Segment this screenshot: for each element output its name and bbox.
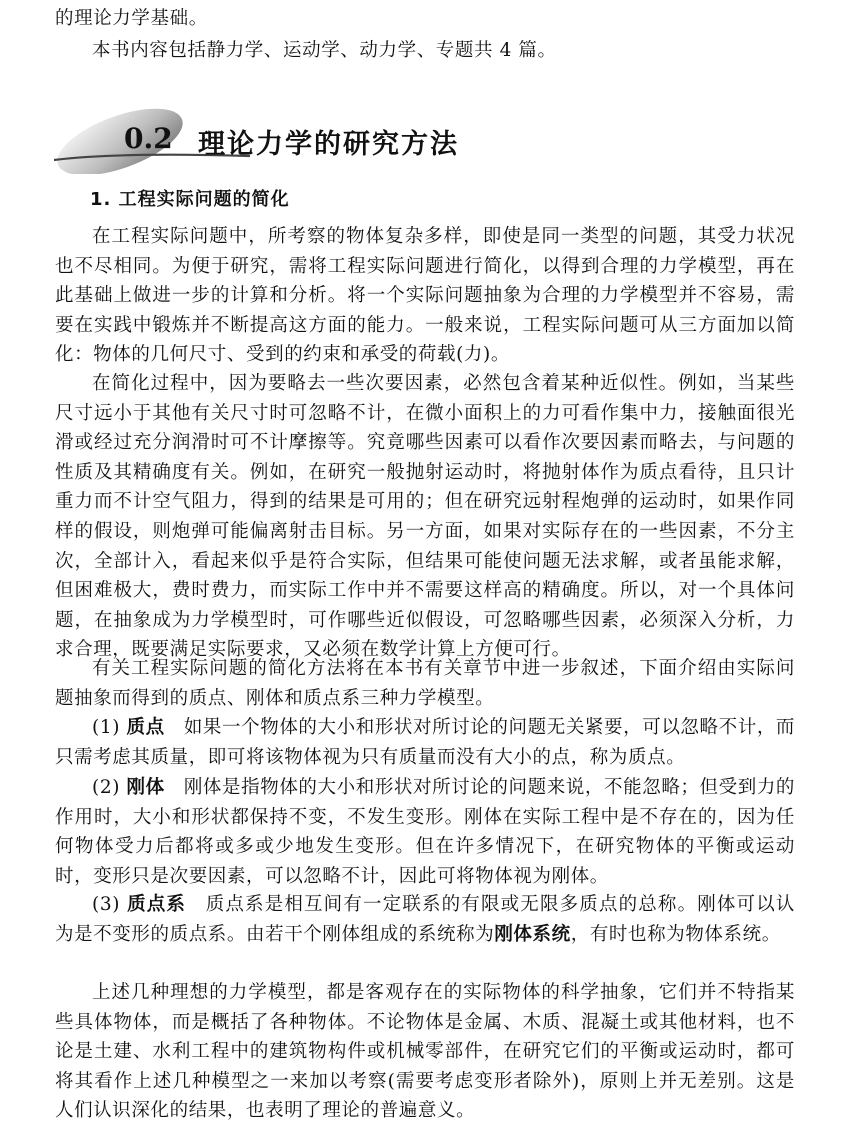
subsection-heading: 1. 工程实际问题的简化 xyxy=(90,189,290,210)
paragraph-rigid-body xyxy=(55,773,795,891)
paragraph-3: 有关工程实际问题的简化方法将在本书有关章节中进一步叙述，下面介绍由实际问题抽象而得到的质点、刚体和质点系三种力学模型。 xyxy=(55,658,795,709)
particle-definition: 如果一个物体的大小和形状对所讨论的问题无关紧要，可以忽略不计，而只需考虑其质量，即可将该物体视为只有质量而没有大小的点，称为质点。 xyxy=(55,717,796,768)
section-heading xyxy=(50,104,810,174)
rigid-body-definition: 刚体是指物体的大小和形状对所讨论的问题来说，不能忽略；但受到力的作用时，大小和形状都保持不变，不发生变形。刚体在实际工程中是不存在的，因为任何物体受力后都将或多或少地发生变形。但在许多情况下，在研究物体的平衡或运动时，变形只是次要因素，可以忽略不计，因此可将物体视为刚体。 xyxy=(55,777,796,887)
paragraph-summary: 上述几种理想的力学模型，都是客观存在的实际物体的科学抽象，它们并不特指某些具体物体，而是概括了各种物体。不论物体是金属、木质、混凝土或其他材料，也不论是土建、水利工程中的建筑物构件或机械零部件，在研究它们的平衡或运动时，都可将其看作上述几种模型之一来加以考察(需要考虑变形者除外)，原则上并无差别。这是人们认识深化的结果，也表明了理论的普遍意义。 xyxy=(55,982,795,1122)
term-rigid-body: 刚体 xyxy=(126,777,165,798)
item-number: (2) xyxy=(92,777,121,798)
particle-system-definition-a: 质点系是相互间有一定联系的有限或无限多质点的总称。刚体可以认为是不变形的质点系。由若干个刚体组成的系统称为 xyxy=(55,894,795,945)
term-rigid-body-system: 刚体系统 xyxy=(494,923,571,945)
paragraph-particle-system xyxy=(55,890,795,949)
particle-system-definition-b: ，有时也称为物体系统。 xyxy=(570,923,781,945)
term-particle: 质点 xyxy=(126,717,165,738)
intro-line-2: 本书内容包括静力学、运动学、动力学、专题共 4 篇。 xyxy=(92,40,557,61)
intro-line-1: 的理论力学基础。 xyxy=(55,8,208,29)
term-particle-system: 质点系 xyxy=(127,894,187,915)
paragraph-2: 在简化过程中，因为要略去一些次要因素，必然包含着某种近似性。例如，当某些尺寸远小于其他有关尺寸时可忽略不计，在微小面积上的力可看作集中力，接触面很光滑或经过充分润滑时可不计摩擦等。究竟哪些因素可以看作次要因素而略去，与问题的性质及其精确度有关。例如，在研究一般抛射运动时，将抛射体作为质点看待，且只计重力而不计空气阻力，得到的结果是可用的；但在研究远射程炮弹的运动时，如果作同样的假设，则炮弹可能偏离射击目标。另一方面，如果对实际存在的一些因素，不分主次，全部计入，看起来似乎是符合实际，但结果可能使问题无法求解，或者虽能求解，但困难极大，费时费力，而实际工作中并不需要这样高的精确度。所以，对一个具体问题，在抽象成为力学模型时，可作哪些近似假设，可忽略哪些因素，必须深入分析，力求合理，既要满足实际要求，又必须在数学计算上方便可行。 xyxy=(55,373,795,661)
paragraph-particle xyxy=(55,713,795,772)
item-number: (3) xyxy=(92,894,121,915)
section-title: 理论力学的研究方法 xyxy=(198,129,459,160)
paragraph-1: 在工程实际问题中，所考察的物体复杂多样，即使是同一类型的问题，其受力状况也不尽相同。为便于研究，需将工程实际问题进行简化，以得到合理的力学模型，再在此基础上做进一步的计算和分析。将一个实际问题抽象为合理的力学模型并不容易，需要在实践中锻炼并不断提高这方面的能力。一般来说，工程实际问题可从三方面加以简化：物体的几何尺寸、受到的约束和承受的荷载(力)。 xyxy=(55,226,795,366)
item-number: (1) xyxy=(92,717,121,738)
section-number: 0.2 xyxy=(124,122,173,155)
